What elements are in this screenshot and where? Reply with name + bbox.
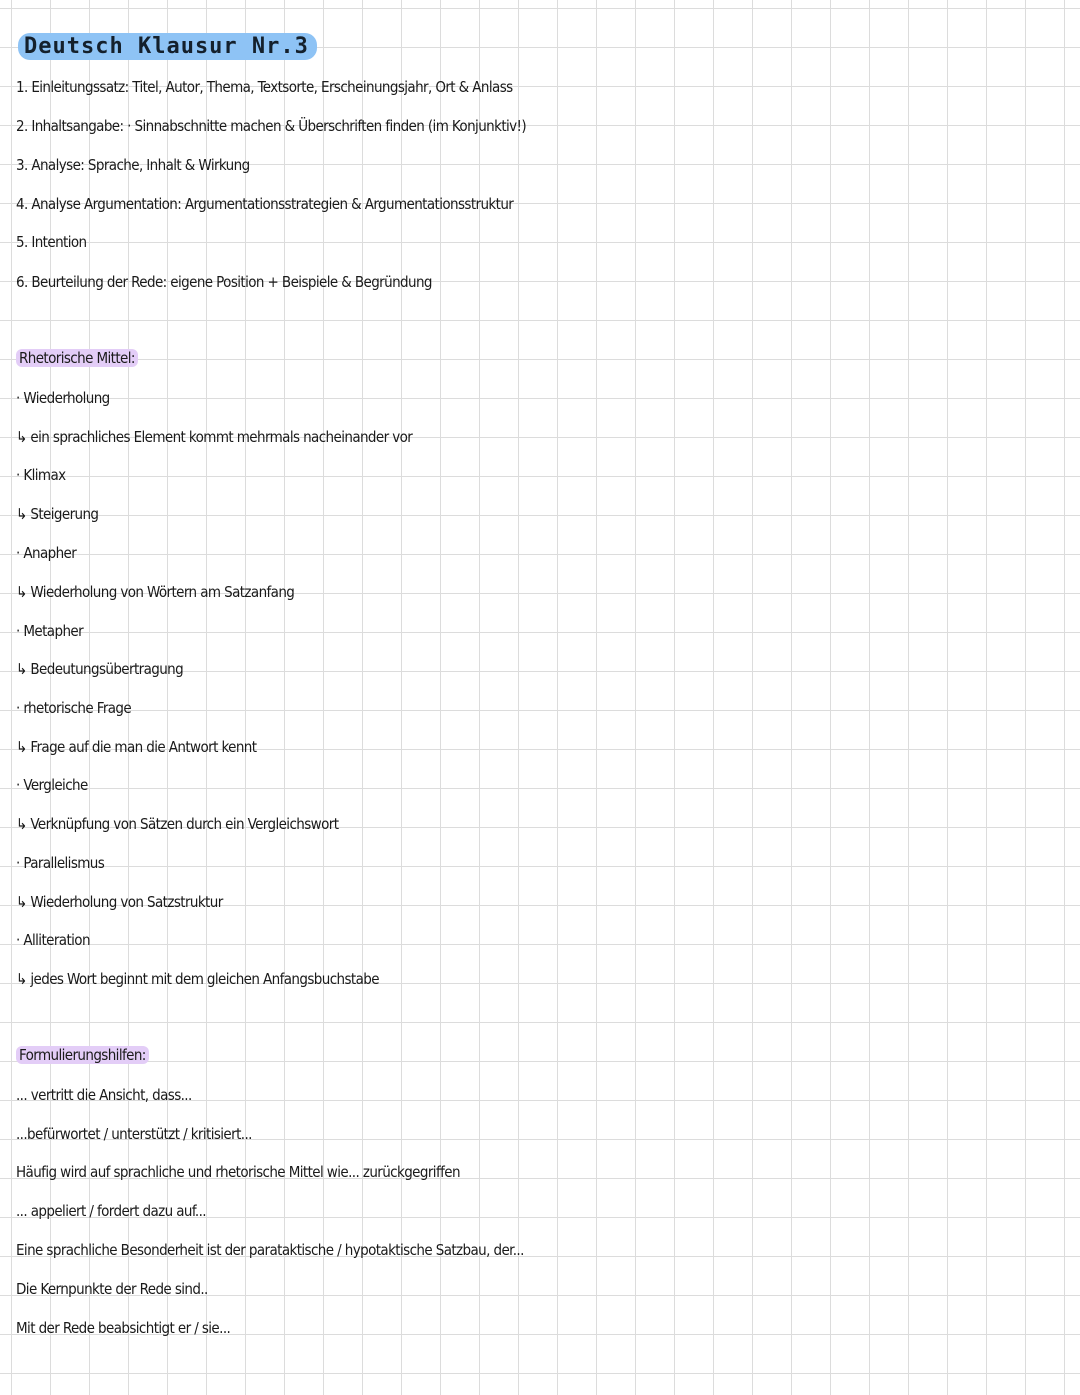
list-item: ↳ Verknüpfung von Sätzen durch ein Vergleichswort bbox=[16, 815, 339, 833]
list-item: ↳ Bedeutungsübertragung bbox=[16, 660, 184, 678]
list-item: ↳ Frage auf die man die Antwort kennt bbox=[16, 738, 257, 756]
list-item: ... vertritt die Ansicht, dass... bbox=[16, 1086, 192, 1104]
list-item: ... appeliert / fordert dazu auf... bbox=[16, 1202, 206, 1220]
list-item: · Metapher bbox=[16, 622, 84, 640]
step-item: 4. Analyse Argumentation: Argumentationsstrategien & Argumentationsstruktur bbox=[16, 195, 514, 213]
list-item: · Alliteration bbox=[16, 931, 90, 949]
list-item: Eine sprachliche Besonderheit ist der parataktische / hypotaktische Satzbau, der... bbox=[16, 1241, 524, 1259]
list-item: · Klimax bbox=[16, 466, 66, 484]
list-item: · Parallelismus bbox=[16, 854, 105, 872]
step-item: 6. Beurteilung der Rede: eigene Position + Beispiele & Begründung bbox=[16, 273, 432, 291]
list-item: ...befürwortet / unterstützt / kritisiert... bbox=[16, 1125, 252, 1143]
list-item: ↳ jedes Wort beginnt mit dem gleichen Anfangsbuchstabe bbox=[16, 970, 379, 988]
list-item: ↳ ein sprachliches Element kommt mehrmals nacheinander vor bbox=[16, 428, 413, 446]
list-item: Häufig wird auf sprachliche und rhetorische Mittel wie... zurückgegriffen bbox=[16, 1163, 460, 1181]
list-item: ↳ Wiederholung von Satzstruktur bbox=[16, 893, 223, 911]
step-item: 5. Intention bbox=[16, 233, 87, 251]
list-item: · Vergleiche bbox=[16, 776, 88, 794]
list-item: ↳ Steigerung bbox=[16, 505, 99, 523]
page-title: Deutsch Klausur Nr.3 bbox=[18, 33, 317, 60]
section-heading: Rhetorische Mittel: bbox=[16, 349, 138, 367]
list-item: ↳ Wiederholung von Wörtern am Satzanfang bbox=[16, 583, 295, 601]
step-item: 3. Analyse: Sprache, Inhalt & Wirkung bbox=[16, 156, 250, 174]
list-item: · Wiederholung bbox=[16, 389, 110, 407]
list-item: · Anapher bbox=[16, 544, 77, 562]
list-item: Mit der Rede beabsichtigt er / sie... bbox=[16, 1319, 231, 1337]
list-item: · rhetorische Frage bbox=[16, 699, 132, 717]
step-item: 2. Inhaltsangabe: · Sinnabschnitte machen & Überschriften finden (im Konjunktiv!) bbox=[16, 117, 527, 135]
section-heading: Formulierungshilfen: bbox=[16, 1046, 149, 1064]
step-item: 1. Einleitungssatz: Titel, Autor, Thema, Textsorte, Erscheinungsjahr, Ort & Anlass bbox=[16, 78, 513, 96]
list-item: Die Kernpunkte der Rede sind.. bbox=[16, 1280, 208, 1298]
